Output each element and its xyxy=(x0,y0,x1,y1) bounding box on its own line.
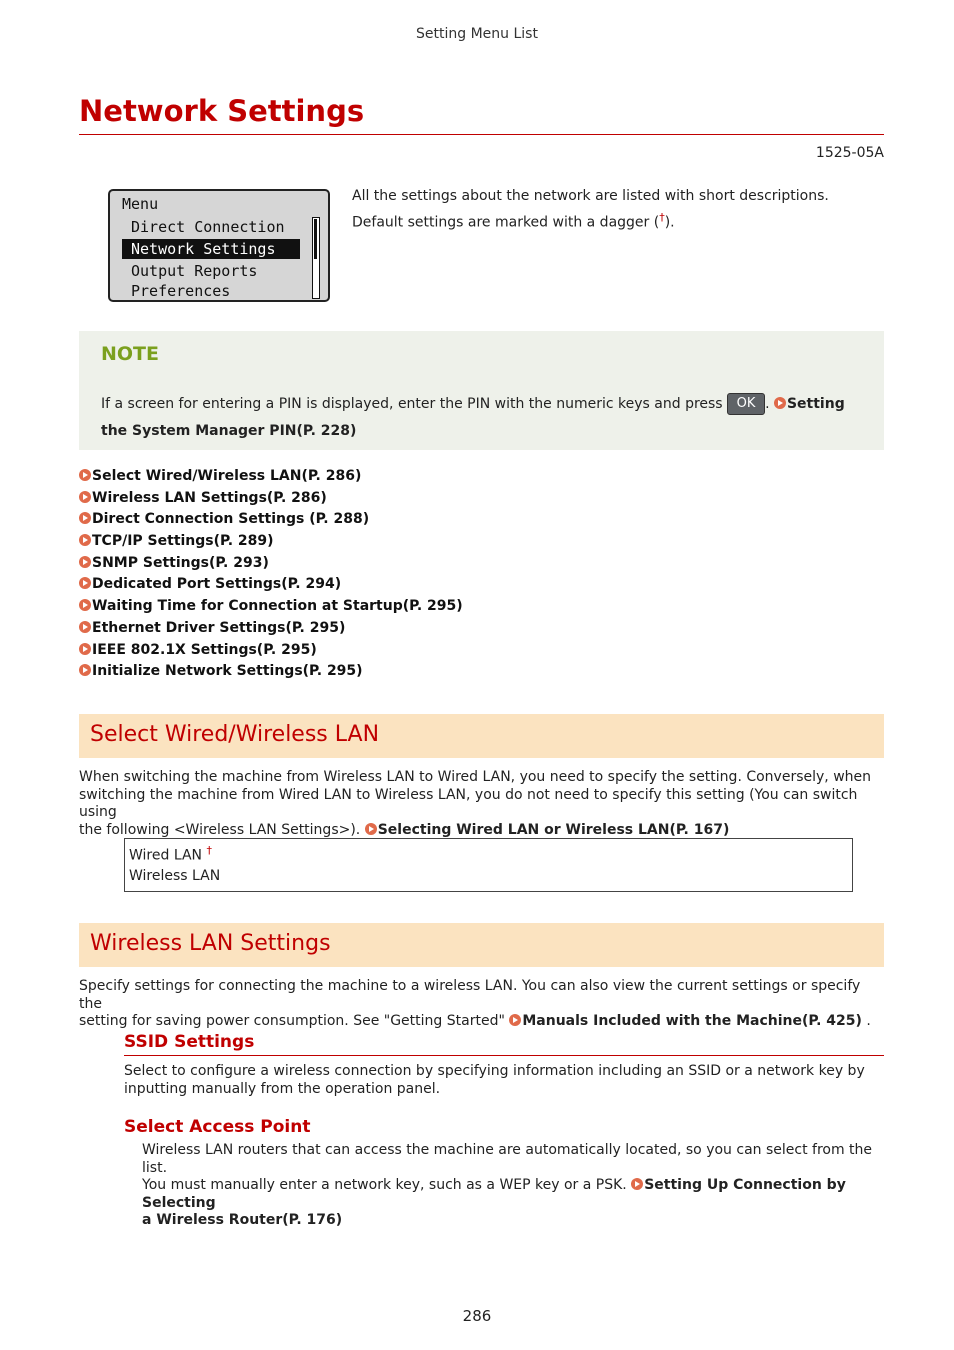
intro-text xyxy=(352,185,882,234)
toc-link-label: Select Wired/Wireless LAN(P. 286) xyxy=(92,468,362,484)
ok-key-icon: OK xyxy=(727,393,765,415)
link-arrow-icon xyxy=(79,469,91,481)
doc-id: 1525-05A xyxy=(815,145,884,161)
inline-link[interactable]: Setting Up Connection by Selecting xyxy=(142,1177,846,1211)
link-arrow-icon xyxy=(365,823,377,835)
item-paragraph xyxy=(142,1142,884,1230)
toc-link-label: IEEE 802.1X Settings(P. 295) xyxy=(92,641,317,658)
subsection-rule xyxy=(124,1055,884,1056)
paragraph-line-with-link xyxy=(79,822,879,840)
toc-link-label: Initialize Network Settings(P. 295) xyxy=(92,663,363,680)
toc-link[interactable] xyxy=(79,574,679,596)
link-arrow-icon xyxy=(79,599,91,611)
link-arrow-icon xyxy=(631,1178,643,1190)
title-rule xyxy=(79,134,884,135)
intro-text-end: ). xyxy=(664,214,675,231)
intro-text-main: All the settings about the network are listed with short descriptions. Default settings are marked with a dagger ( xyxy=(352,188,829,231)
note-body xyxy=(101,391,871,445)
toc-link[interactable] xyxy=(79,596,679,618)
option-label: Wireless LAN xyxy=(129,868,221,884)
subsection-heading: SSID Settings xyxy=(124,1032,255,1052)
link-arrow-icon xyxy=(79,577,91,589)
toc-link-label: Waiting Time for Connection at Startup(P. 295) xyxy=(92,598,463,615)
dagger-mark: † xyxy=(659,211,665,224)
toc-link[interactable] xyxy=(79,553,679,575)
note-period: . xyxy=(765,396,770,412)
lcd-item: Preferences xyxy=(131,282,231,300)
toc-link-label: SNMP Settings(P. 293) xyxy=(92,554,269,571)
paragraph-line: Select to configure a wireless connection by specifying information including an SSID or a network key by xyxy=(124,1063,865,1079)
lcd-title: Menu xyxy=(122,195,159,213)
lcd-item-selected: Network Settings xyxy=(122,239,300,259)
running-header: Setting Menu List xyxy=(416,26,538,42)
section-link-list xyxy=(79,466,679,683)
toc-link-label: Ethernet Driver Settings(P. 295) xyxy=(92,619,346,636)
section-paragraph xyxy=(79,769,879,839)
inline-link[interactable]: Manuals Included with the Machine(P. 425) xyxy=(522,1013,862,1029)
link-arrow-icon xyxy=(79,491,91,503)
link-arrow-icon xyxy=(79,621,91,633)
section-paragraph xyxy=(79,978,879,1031)
subsection-paragraph xyxy=(124,1063,884,1098)
paragraph-line: Wireless LAN routers that can access the machine are automatically located, so you can select from the list. xyxy=(142,1142,873,1176)
note-link[interactable]: Setting the System Manager PIN(P. 228) xyxy=(101,396,845,439)
toc-link-label: Wireless LAN Settings(P. 286) xyxy=(92,489,327,506)
link-arrow-icon xyxy=(509,1014,521,1026)
toc-link[interactable] xyxy=(79,640,679,662)
section-heading: Select Wired/Wireless LAN xyxy=(90,722,380,747)
paragraph-line: When switching the machine from Wireless LAN to Wired LAN, you need to specify the setting. Conversely, when xyxy=(79,769,871,785)
inline-link-continued[interactable]: a Wireless Router(P. 176) xyxy=(142,1212,343,1228)
paragraph-line-with-link xyxy=(142,1177,884,1212)
paragraph-line-with-link xyxy=(79,1013,879,1031)
paragraph-line: Specify settings for connecting the machine to a wireless LAN. You can also view the current settings or specify the xyxy=(79,978,861,1012)
paragraph-text: the following <Wireless LAN Settings>). xyxy=(79,821,361,838)
lcd-menu-display xyxy=(108,189,330,302)
paragraph-text: You must manually enter a network key, such as a WEP key or a PSK. xyxy=(142,1177,627,1193)
section-heading-band xyxy=(79,923,884,967)
paragraph-line: inputting manually from the operation panel. xyxy=(124,1080,441,1097)
lcd-item: Direct Connection xyxy=(131,218,285,236)
option-label: Wired LAN xyxy=(129,847,202,864)
lcd-scroll-thumb xyxy=(314,219,317,259)
option-row xyxy=(129,868,220,884)
option-row xyxy=(129,844,212,864)
link-arrow-icon xyxy=(774,397,786,409)
toc-link[interactable] xyxy=(79,488,679,510)
inline-link[interactable]: Selecting Wired LAN or Wireless LAN(P. 167) xyxy=(377,821,730,838)
paragraph-text: . xyxy=(861,1013,871,1029)
link-arrow-icon xyxy=(79,643,91,655)
toc-link[interactable] xyxy=(79,509,679,531)
link-arrow-icon xyxy=(79,556,91,568)
link-arrow-icon xyxy=(79,664,91,676)
note-text: If a screen for entering a PIN is displayed, enter the PIN with the numeric keys and press xyxy=(101,396,723,412)
toc-link-label: Direct Connection Settings (P. 288) xyxy=(92,511,370,528)
options-table xyxy=(124,838,853,892)
link-arrow-icon xyxy=(79,534,91,546)
section-heading-band xyxy=(79,714,884,758)
toc-link[interactable] xyxy=(79,661,679,683)
section-heading: Wireless LAN Settings xyxy=(90,931,331,956)
toc-link-label: TCP/IP Settings(P. 289) xyxy=(92,533,274,550)
toc-link[interactable] xyxy=(79,618,679,640)
page-number: 286 xyxy=(462,1307,492,1325)
link-arrow-icon xyxy=(79,512,91,524)
note-box xyxy=(79,331,884,450)
toc-link[interactable] xyxy=(79,466,679,488)
lcd-scrollbar xyxy=(312,217,320,299)
paragraph-text: setting for saving power consumption. See "Getting Started" xyxy=(79,1013,505,1029)
toc-link[interactable] xyxy=(79,531,679,553)
note-heading: NOTE xyxy=(101,343,159,365)
toc-link-label: Dedicated Port Settings(P. 294) xyxy=(92,576,342,593)
paragraph-line: switching the machine from Wired LAN to Wireless LAN, you do not need to specify this setting (You can switch using xyxy=(79,786,858,820)
lcd-item: Output Reports xyxy=(131,262,258,280)
dagger-mark: † xyxy=(206,844,212,857)
page-title: Network Settings xyxy=(79,94,365,128)
item-heading: Select Access Point xyxy=(124,1117,311,1137)
